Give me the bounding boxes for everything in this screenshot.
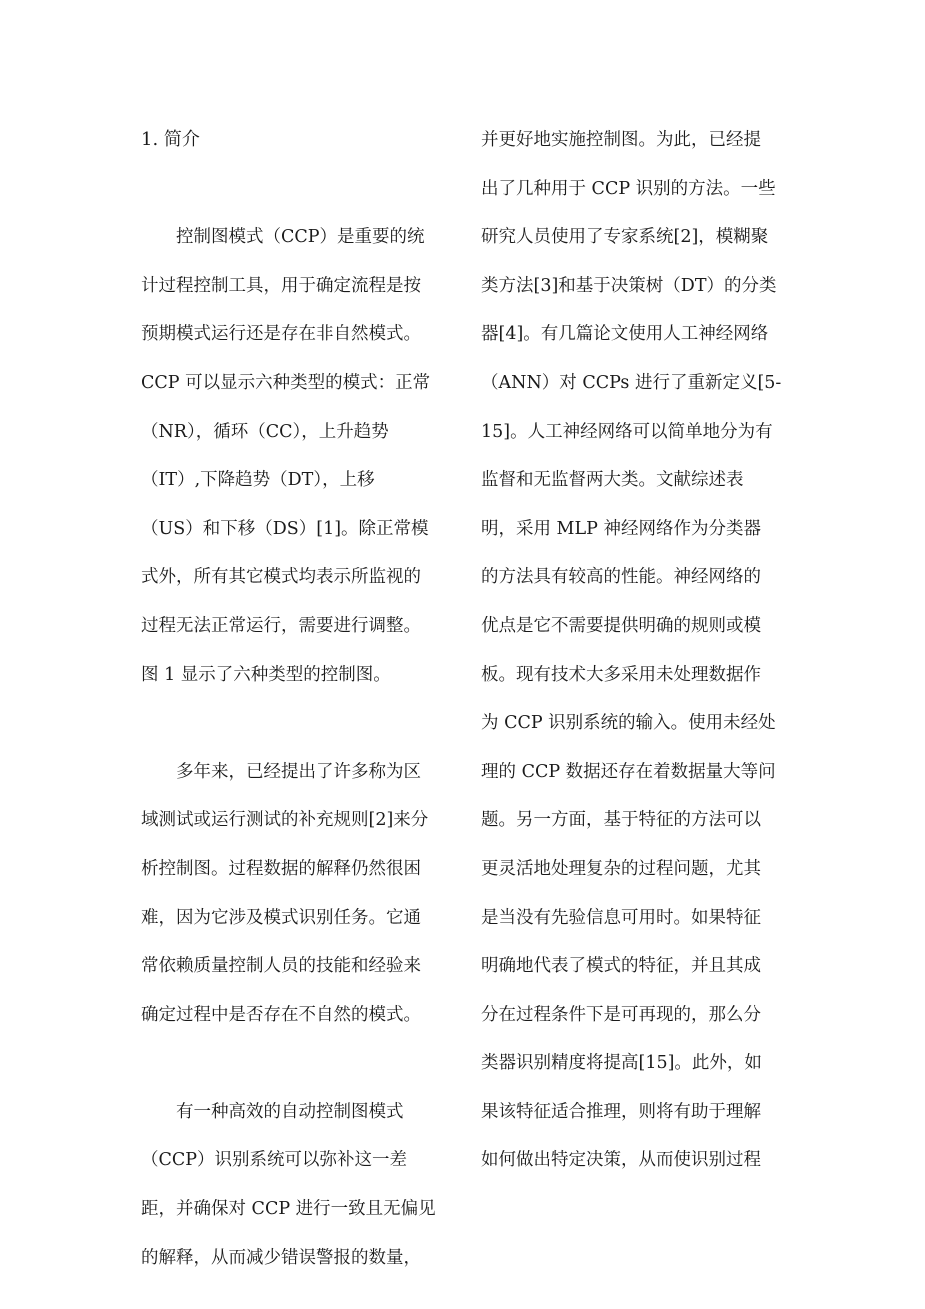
text-line: 式外，所有其它模式均表示所监视的 [141, 567, 421, 588]
text-line: 板。现有技术大多采用未处理数据作 [481, 664, 761, 685]
text-line: 器[4]。有几篇论文使用人工神经网络 [481, 324, 769, 345]
text-line: 域测试或运行测试的补充规则[2]来分 [141, 810, 429, 831]
left-column [141, 116, 446, 1282]
text-line: 15]。人工神经网络可以简单地分为有 [481, 421, 773, 442]
paragraph-gap [141, 165, 446, 214]
text-line: 控制图模式（CCP）是重要的统 [141, 227, 425, 248]
text-line: 果该特征适合推理，则将有助于理解 [481, 1101, 761, 1122]
text-line: 明，采用 MLP 神经网络作为分类器 [481, 518, 761, 539]
section-title: 简介 [163, 129, 200, 150]
text-line: （NR），循环（CC），上升趋势 [141, 421, 389, 442]
text-line: 类器识别精度将提高[15]。此外，如 [481, 1053, 762, 1074]
text-line: 析控制图。过程数据的解释仍然很困 [141, 858, 421, 879]
text-line: 计过程控制工具，用于确定流程是按 [141, 275, 421, 296]
section-number: 1. [141, 129, 159, 150]
paragraph-supplementary-rules [141, 748, 446, 1040]
text-line: 确定过程中是否存在不自然的模式。 [141, 1004, 421, 1025]
text-line: （US）和下移（DS）[1]。除正常模 [141, 518, 429, 539]
text-line: 的解释，从而减少错误警报的数量， [141, 1247, 421, 1268]
text-line: 预期模式运行还是存在非自然模式。 [141, 324, 421, 345]
text-line: 研究人员使用了专家系统[2]，模糊聚 [481, 227, 769, 248]
text-line: 难，因为它涉及模式识别任务。它通 [141, 907, 421, 928]
text-line: 明确地代表了模式的特征，并且其成 [481, 956, 761, 977]
paragraph-continuation [481, 116, 788, 1185]
text-line: 为 CCP 识别系统的输入。使用未经处 [481, 713, 776, 734]
text-line: 如何做出特定决策，从而使识别过程 [481, 1150, 761, 1171]
text-line: 的方法具有较高的性能。神经网络的 [481, 567, 761, 588]
text-line: （ANN）对 CCPs 进行了重新定义[5- [481, 372, 782, 393]
text-line: 分在过程条件下是可再现的，那么分 [481, 1004, 761, 1025]
paragraph-automatic-system [141, 1088, 446, 1282]
paragraph-gap [141, 1039, 446, 1088]
text-line: 监督和无监督两大类。文献综述表 [481, 470, 744, 491]
text-line: 出了几种用于 CCP 识别的方法。一些 [481, 178, 776, 199]
text-line: 优点是它不需要提供明确的规则或模 [481, 615, 761, 636]
text-line: 多年来，已经提出了许多称为区 [141, 761, 421, 782]
text-line: CCP 可以显示六种类型的模式：正常 [141, 372, 431, 393]
text-line: 是当没有先验信息可用时。如果特征 [481, 907, 761, 928]
section-heading [141, 116, 446, 165]
text-line: 类方法[3]和基于决策树（DT）的分类 [481, 275, 777, 296]
text-line: 距，并确保对 CCP 进行一致且无偏见 [141, 1199, 436, 1220]
text-line: 并更好地实施控制图。为此，已经提 [481, 130, 761, 150]
paragraph-gap [141, 699, 446, 748]
text-line: 过程无法正常运行，需要进行调整。 [141, 615, 421, 636]
text-line: 常依赖质量控制人员的技能和经验来 [141, 956, 421, 977]
text-line: （IT）,下降趋势（DT），上移 [141, 470, 375, 491]
right-column [481, 116, 788, 1185]
text-line: 理的 CCP 数据还存在着数据量大等问 [481, 761, 776, 782]
text-line: （CCP）识别系统可以弥补这一差 [141, 1150, 408, 1171]
text-line: 题。另一方面，基于特征的方法可以 [481, 810, 761, 831]
paragraph-intro [141, 213, 446, 699]
text-line: 有一种高效的自动控制图模式 [141, 1101, 404, 1122]
text-line: 更灵活地处理复杂的过程问题，尤其 [481, 858, 761, 879]
text-line: 图 1 显示了六种类型的控制图。 [141, 664, 391, 685]
